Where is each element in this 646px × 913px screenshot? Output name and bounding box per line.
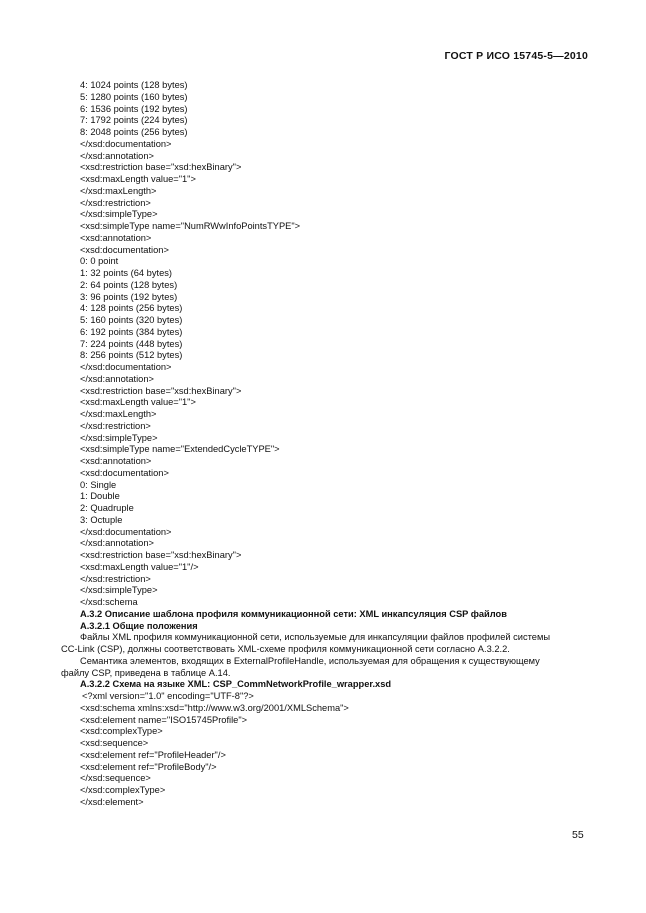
subsection-heading: А.3.2.1 Общие положения [80,620,198,631]
code-line: </xsd:annotation> [80,150,154,161]
page-number: 55 [572,829,584,841]
code-line: 0: 0 point [80,256,119,267]
code-line: </xsd:restriction> [80,420,151,431]
code-line: <xsd:documentation> [80,467,169,478]
code-line: </xsd:sequence> [80,773,151,784]
code-line: <xsd:element name="ISO15745Profile"> [80,714,248,725]
code-line: 1: Double [80,491,120,502]
code-line: <xsd:maxLength value="1"> [80,397,196,408]
code-line: 7: 1792 points (224 bytes) [80,115,188,126]
code-line: <xsd:annotation> [80,456,152,466]
code-line: <xsd:schema xmlns:xsd="http://www.w3.org/2001/XMLSchema"> [80,702,349,713]
standard-header: ГОСТ Р ИСО 15745-5—2010 [444,50,588,62]
paragraph-line: Семантика элементов, входящих в ExternalProfileHandle, используемая для обращения к существующему [80,655,540,666]
code-line: <xsd:restriction base="xsd:hexBinary"> [80,550,242,560]
code-line: </xsd:restriction> [80,573,151,584]
code-line: <xsd:restriction base="xsd:hexBinary"> [80,162,242,173]
code-line: <xsd:annotation> [80,232,152,243]
page-body [61,80,591,809]
code-line: <xsd:restriction base="xsd:hexBinary"> [80,385,242,396]
code-line: 8: 256 points (512 bytes) [80,350,183,361]
paragraph-line: файлу CSP, приведена в таблице А.14. [61,667,231,678]
code-line: 4: 1024 points (128 bytes) [80,80,188,90]
code-line: 6: 1536 points (192 bytes) [80,103,188,114]
paragraph-semantics [61,656,591,680]
code-line: <xsd:simpleType name="ExtendedCycleTYPE"> [80,444,280,455]
code-line: <?xml version="1.0" encoding="UTF-8"?> [82,691,254,701]
code-line: 3: Octuple [80,514,123,525]
code-line: 2: 64 points (128 bytes) [80,279,178,290]
code-line: </xsd:annotation> [80,373,154,384]
paragraph-line: Файлы XML профиля коммуникационной сети, используемые для инкапсуляции файлов профилей системы [80,632,551,643]
code-line: <xsd:element ref="ProfileBody"/> [80,761,217,772]
code-line: <xsd:documentation> [80,244,169,255]
code-line: 8: 2048 points (256 bytes) [80,127,188,137]
code-line: <xsd:maxLength value="1"> [80,174,196,184]
code-line: <xsd:maxLength value="1"/> [80,561,199,572]
code-line: </xsd:documentation> [80,526,172,537]
code-line: 2: Quadruple [80,503,134,513]
code-line: </xsd:element> [80,796,144,807]
code-line: </xsd:documentation> [80,362,172,372]
code-line: <xsd:simpleType name="NumRWwInfoPointsTYPE"> [80,221,301,231]
code-line: <xsd:sequence> [80,738,149,748]
code-block-wrapper-schema [61,691,591,809]
code-line: <xsd:element ref="ProfileHeader"/> [80,749,226,760]
code-line: 6: 192 points (384 bytes) [80,326,183,337]
code-line: </xsd:maxLength> [80,409,157,419]
code-line: </xsd:simpleType> [80,585,158,596]
code-line: 0: Single [80,479,117,490]
code-line: </xsd:simpleType> [80,209,158,220]
code-line: 5: 1280 points (160 bytes) [80,91,188,102]
code-line: <xsd:complexType> [80,726,163,737]
code-line: </xsd:complexType> [80,785,166,795]
code-block-schema-part-1 [61,80,591,609]
schema-heading: А.3.2.2 Схема на языке XML: CSP_CommNetworkProfile_wrapper.xsd [80,679,392,690]
code-line: 1: 32 points (64 bytes) [80,268,172,278]
code-line: 7: 224 points (448 bytes) [80,338,183,349]
code-line: 3: 96 points (192 bytes) [80,291,178,302]
paragraph-general [61,632,591,656]
code-line: </xsd:simpleType> [80,432,158,443]
code-line: </xsd:maxLength> [80,185,157,196]
code-line: </xsd:restriction> [80,197,151,208]
code-line: 4: 128 points (256 bytes) [80,303,183,314]
code-line: </xsd:documentation> [80,138,172,149]
section-heading: А.3.2 Описание шаблона профиля коммуникационной сети: XML инкапсуляция CSP файлов [80,608,507,619]
code-line: 5: 160 points (320 bytes) [80,315,183,325]
code-line: </xsd:annotation> [80,538,154,549]
paragraph-line: CC-Link (CSP), должны соответствовать XML-схеме профиля коммуникационной сети согласно А.3.2.2. [61,644,510,654]
code-line: </xsd:schema [80,597,138,607]
